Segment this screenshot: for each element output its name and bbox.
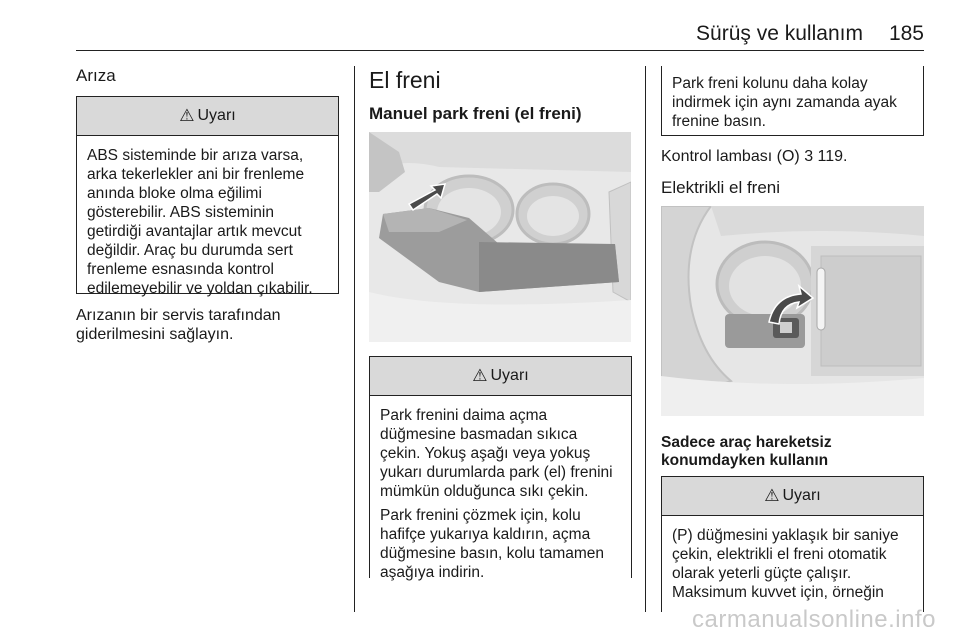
column-divider-right	[645, 66, 646, 612]
usage-caption: Sadece araç hareketsiz konumdayken kullanın	[661, 434, 832, 469]
brake-warning-lamp-icon: (O)	[776, 148, 800, 165]
warning-box-abs	[76, 96, 339, 297]
warning-heading: Uyarı	[490, 367, 529, 384]
page-reference: 3 119.	[804, 148, 848, 165]
header-divider	[76, 50, 924, 51]
electric-parking-brake-subtitle: Elektrikli el freni	[661, 178, 781, 197]
warning-body	[77, 136, 338, 298]
note-box-continued	[661, 66, 924, 136]
warning-header	[370, 357, 631, 396]
warning-box-electric-brake	[661, 476, 924, 612]
warning-box-parking-brake	[369, 356, 632, 581]
watermark-text: carmanualsonline.info	[692, 606, 936, 633]
manual-parking-brake-subtitle: Manuel park freni (el freni)	[369, 104, 582, 123]
indicator-text: Kontrol lambası	[661, 148, 773, 165]
warning-text: ABS sisteminde bir arıza varsa, arka tekerlekler ani bir frenleme anında bloke olma eğilimi gösterebilir. ABS sisteminin getirdiği avantajlar artık mevcut değildir. Araç bu durumda sert frenleme esnasında kontrol edilemeyebilir ve yoldan çıkabilir.	[87, 147, 313, 297]
warning-paragraph-2: Park frenini çözmek için, kolu hafifçe yukarıya kaldırın, açma düğmesine basın, kolu tamamen aşağıya indirin.	[380, 507, 605, 581]
warning-text-2: Maksimum kuvvet için, örneğin	[672, 584, 884, 601]
indicator-line	[661, 147, 923, 166]
electric-parking-brake-photo	[661, 206, 924, 416]
warning-paragraph-1: Park frenini daima açma düğmesine basmadan sıkıca çekin. Yokuş aşağı veya yokuş yukarı durumlarda park (el) frenini mümkün olduğunca sıkı çekin.	[380, 407, 613, 500]
warning-text-1: düğmesini yaklaşık bir saniye çekin, elektrikli el freni otomatik olarak yeterli güçte çalışır.	[672, 527, 899, 582]
warning-header	[77, 97, 338, 136]
warning-body	[662, 516, 923, 602]
repair-paragraph: Arızanın bir servis tarafından giderilmesini sağlayın.	[76, 307, 281, 343]
warning-triangle-icon: ⚠	[764, 486, 780, 505]
warning-triangle-icon: ⚠	[472, 366, 488, 385]
parking-brake-switch-icon: (P)	[672, 527, 693, 544]
warning-body	[370, 396, 631, 582]
column-divider-left	[354, 66, 355, 612]
warning-heading: Uyarı	[782, 487, 821, 504]
warning-header	[662, 477, 923, 516]
warning-triangle-icon: ⚠	[179, 106, 195, 125]
electric-brake-illustration	[661, 206, 924, 416]
section-title-ariza: Arıza	[76, 66, 116, 85]
note-text: Park freni kolunu daha kolay indirmek için aynı zamanda ayak frenine basın.	[672, 75, 897, 130]
warning-heading: Uyarı	[197, 107, 236, 124]
handbrake-illustration	[369, 132, 631, 342]
page-number: 185	[888, 22, 924, 45]
running-header	[696, 22, 924, 46]
chapter-title: El freni	[369, 67, 441, 93]
header-title: Sürüş ve kullanım	[696, 22, 863, 45]
manual-parking-brake-photo	[369, 132, 631, 342]
